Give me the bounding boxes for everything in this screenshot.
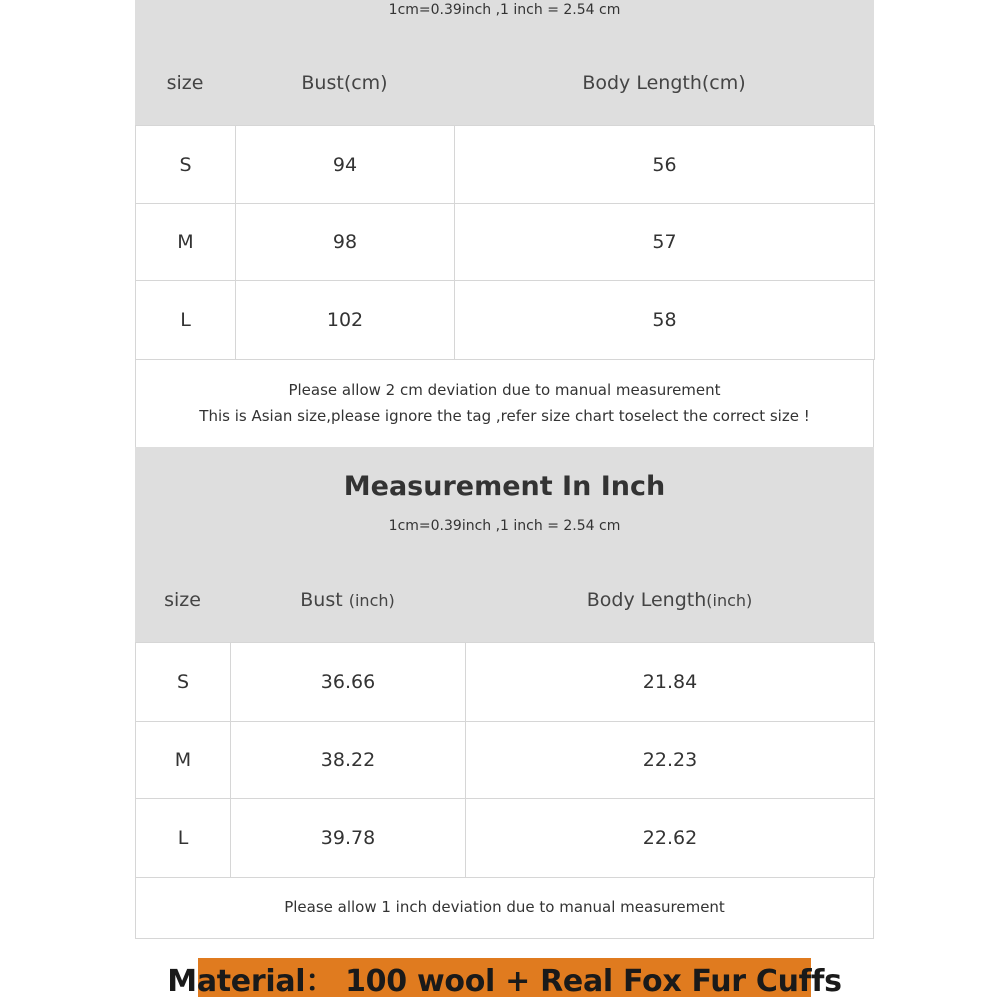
table-row	[136, 126, 875, 204]
inch-header-length	[465, 579, 874, 621]
table-row	[136, 204, 875, 281]
bust-cell: 98	[236, 204, 455, 281]
table-row	[136, 643, 875, 722]
length-cell: 22.23	[466, 722, 875, 799]
inch-header-bust-label: Bust	[300, 589, 343, 611]
bust-cell: 94	[236, 126, 455, 204]
length-cell: 21.84	[466, 643, 875, 722]
bust-cell: 39.78	[231, 799, 466, 878]
inch-header-size: size	[164, 589, 201, 611]
length-cell: 57	[455, 204, 875, 281]
inch-size-table	[135, 642, 875, 878]
inch-deviation-note: Please allow 1 inch deviation due to manual measurement	[284, 898, 725, 916]
size-chart	[135, 0, 874, 939]
inch-header-length-unit: (inch)	[706, 590, 753, 610]
size-cell: M	[136, 204, 236, 281]
bust-cell: 36.66	[231, 643, 466, 722]
inch-conversion-note: 1cm=0.39inch ,1 inch = 2.54 cm	[388, 518, 621, 534]
inch-header-band	[135, 447, 874, 642]
inch-header-bust	[230, 579, 465, 621]
inch-header-bust-unit: (inch)	[348, 590, 395, 610]
table-row	[136, 799, 875, 878]
size-cell: L	[136, 281, 236, 360]
size-cell: M	[136, 722, 231, 799]
inch-notes	[135, 878, 874, 939]
cm-header-length: Body Length(cm)	[582, 72, 746, 94]
length-cell: 22.62	[466, 799, 875, 878]
inch-section-title: Measurement In Inch	[343, 471, 666, 502]
bust-cell: 102	[236, 281, 455, 360]
size-cell: S	[136, 643, 231, 722]
size-cell: L	[136, 799, 231, 878]
size-cell: S	[136, 126, 236, 204]
cm-header-size: size	[166, 72, 204, 94]
table-row	[136, 722, 875, 799]
length-cell: 56	[455, 126, 875, 204]
inch-header-length-label: Body Length	[586, 589, 707, 611]
cm-header-bust: Bust(cm)	[301, 72, 388, 94]
material-text: Material： 100 wool + Real Fox Fur Cuffs	[167, 963, 842, 999]
table-row	[136, 281, 875, 360]
cm-header-band	[135, 0, 874, 125]
asian-size-note: This is Asian size,please ignore the tag ,refer size chart toselect the correct size !	[199, 407, 810, 425]
length-cell: 58	[455, 281, 875, 360]
cm-notes	[135, 360, 874, 447]
material-banner	[167, 958, 842, 999]
cm-size-table	[135, 125, 875, 360]
cm-conversion-note: 1cm=0.39inch ,1 inch = 2.54 cm	[388, 2, 621, 18]
bust-cell: 38.22	[231, 722, 466, 799]
cm-deviation-note: Please allow 2 cm deviation due to manual measurement	[288, 381, 721, 399]
